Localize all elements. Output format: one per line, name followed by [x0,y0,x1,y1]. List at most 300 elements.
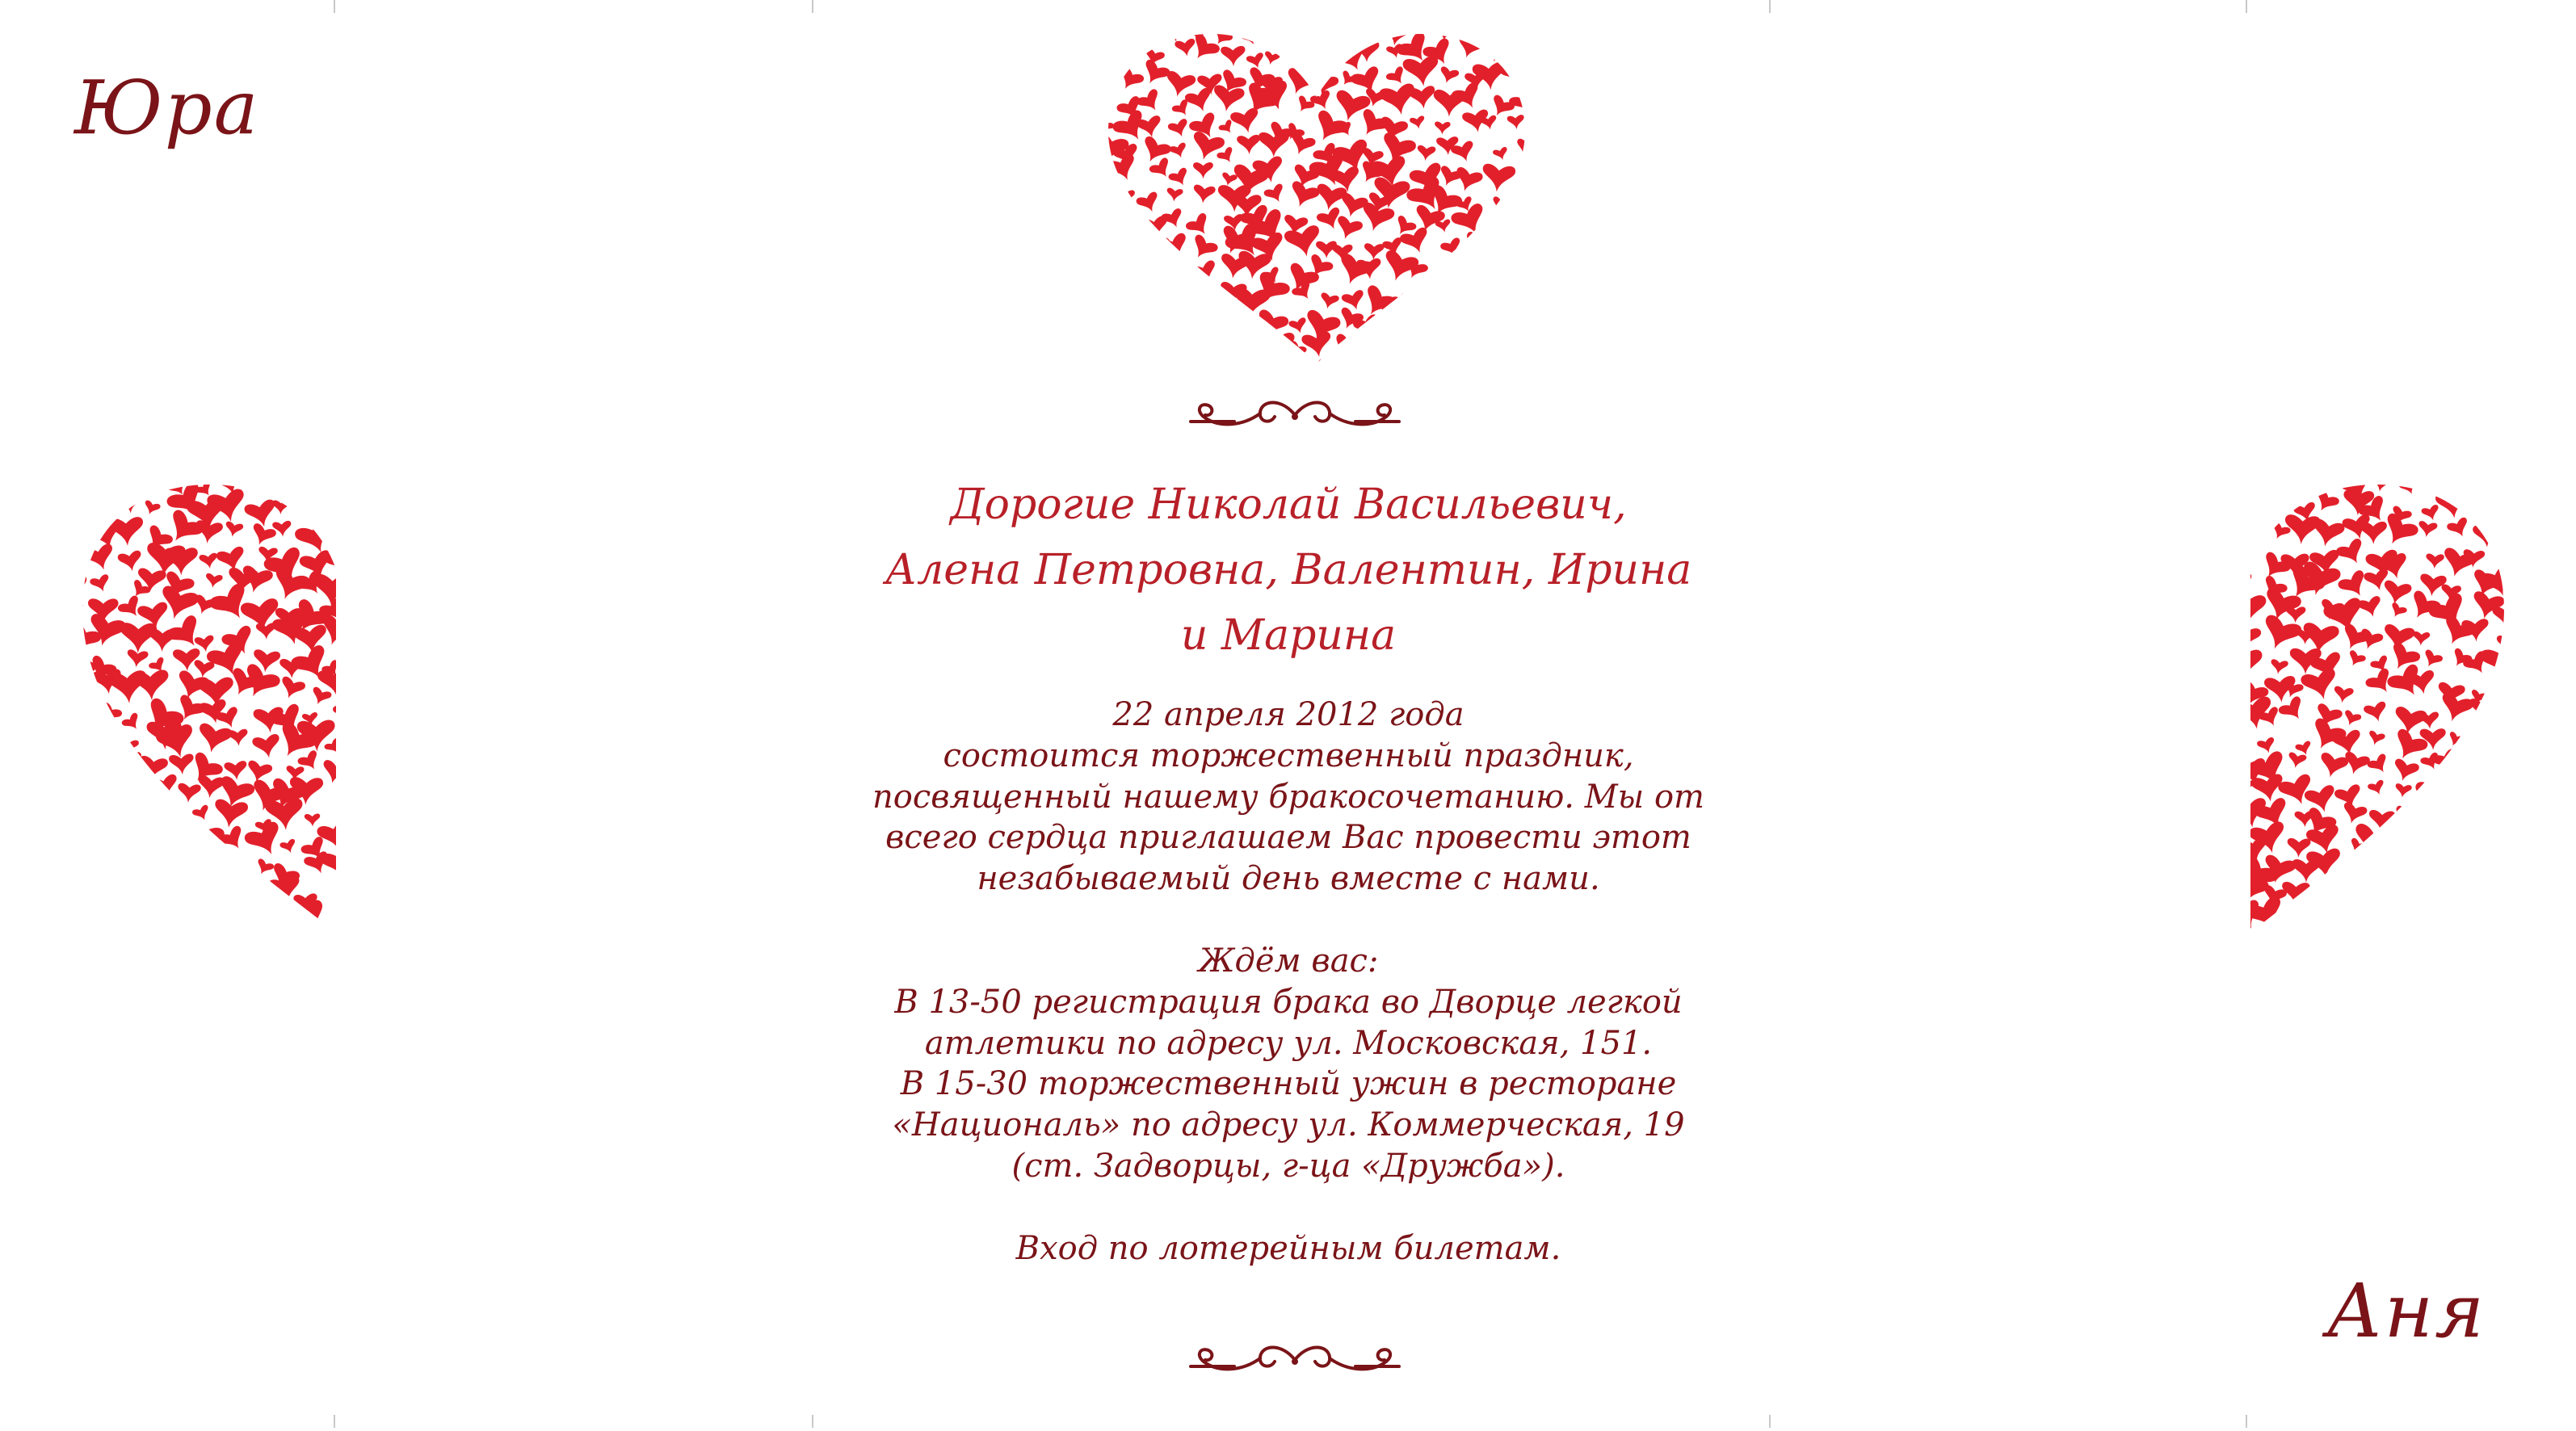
small-heart-icon [1288,35,1324,68]
fold-mark [812,0,813,13]
small-heart-icon [1490,195,1511,215]
small-heart-icon [1117,259,1140,279]
small-heart-icon [2425,827,2473,872]
small-heart-icon [1481,218,1502,237]
small-heart-icon [191,916,215,937]
small-heart-icon [89,751,130,788]
small-heart-icon [1118,214,1140,234]
small-heart-icon [81,935,95,937]
small-heart-icon [83,543,118,574]
small-heart-icon [2262,485,2296,493]
small-heart-icon [1502,309,1524,330]
small-heart-icon [1508,261,1527,291]
small-heart-icon [1378,82,1418,118]
small-heart-icon [1240,32,1261,48]
greeting-block [856,472,1721,669]
small-heart-icon [1107,64,1114,82]
small-heart-icon [2456,744,2502,788]
small-heart-icon [1169,142,1189,161]
half-heart-right-icon [2247,485,2506,937]
small-heart-icon [1481,275,1516,305]
small-heart-icon [2421,504,2442,522]
small-heart-icon [338,922,339,936]
small-heart-icon [1503,36,1527,66]
small-heart-icon [2390,757,2420,784]
small-heart-icon [1107,252,1120,283]
small-heart-icon [81,493,104,528]
small-heart-icon [2409,799,2447,833]
small-heart-icon [1158,333,1196,364]
small-heart-icon [1225,321,1267,359]
small-heart-icon [81,881,103,921]
small-heart-icon [2491,485,2506,500]
small-heart-icon [2421,880,2449,906]
small-heart-icon [213,859,247,890]
small-heart-icon [1263,183,1288,206]
small-heart-icon [224,521,244,539]
small-heart-icon [1291,279,1317,304]
small-heart-icon [1305,38,1329,61]
small-heart-icon [81,700,91,724]
small-heart-icon [2436,485,2471,500]
small-heart-icon [1456,259,1497,296]
small-heart-icon [145,906,172,928]
small-heart-icon [2446,731,2465,749]
small-heart-icon [1263,32,1291,46]
greeting-line: Дорогие Николай Васильевич, [950,480,1627,529]
small-heart-icon [2442,909,2469,931]
small-heart-icon [305,813,321,827]
small-heart-icon [1115,65,1145,94]
small-heart-icon [116,849,155,885]
small-heart-icon [1272,359,1291,371]
small-heart-icon [1519,81,1527,118]
small-heart-icon [200,930,234,937]
fold-mark [812,1415,813,1428]
schedule-line: атлетики по адресу ул. Московская, 151. [924,1024,1653,1062]
small-heart-icon [1282,67,1317,99]
small-heart-icon [317,485,339,499]
small-heart-icon [100,495,128,520]
small-heart-icon [1259,132,1289,157]
small-heart-icon [81,803,103,833]
small-heart-icon [1490,336,1508,352]
small-heart-icon [2394,783,2412,799]
small-heart-icon [1107,206,1116,234]
small-heart-icon [1427,334,1465,368]
small-heart-icon [137,755,169,783]
small-heart-icon [1498,53,1527,93]
small-heart-icon [1288,317,1309,335]
schedule-line: «Националь» по адресу ул. Коммерческая, 19 [892,1106,1685,1144]
small-heart-icon [81,547,88,568]
schedule-line: (ст. Задворцы, г-ца «Дружба»). [1011,1147,1565,1185]
small-heart-icon [2480,822,2506,855]
small-heart-icon [2360,522,2387,544]
small-heart-icon [2309,518,2346,549]
small-heart-icon [1116,32,1147,39]
small-heart-icon [1318,292,1339,311]
small-heart-icon [2343,933,2366,937]
small-heart-icon [272,501,289,515]
small-heart-icon [1481,269,1507,293]
small-heart-icon [227,914,254,937]
small-heart-icon [82,833,116,862]
small-heart-icon [81,726,99,750]
small-heart-icon [1457,335,1489,365]
small-heart-icon [1124,317,1146,336]
small-heart-icon [217,825,250,855]
small-heart-icon [2292,917,2316,937]
small-heart-icon [2381,580,2412,607]
small-heart-icon [2412,632,2430,647]
small-heart-icon [2426,553,2444,569]
small-heart-icon [1286,180,1321,212]
small-heart-icon [1503,225,1527,260]
schedule-line: В 13-50 регистрация брака во Дворце легкой [894,983,1683,1021]
small-heart-icon [1218,119,1237,136]
small-heart-icon [195,722,233,756]
small-heart-icon [1435,121,1451,135]
small-heart-icon [2490,545,2506,564]
small-heart-icon [258,485,279,495]
half-heart-left-icon [81,485,339,937]
small-heart-icon [81,854,105,892]
small-heart-icon [2247,515,2266,550]
small-heart-icon [2300,899,2336,930]
small-heart-icon [121,711,145,734]
small-heart-icon [96,701,124,727]
fold-mark [334,1415,335,1428]
small-heart-icon [1107,356,1112,371]
small-heart-icon [2329,875,2364,905]
small-heart-icon [2440,862,2470,890]
small-heart-icon [1452,166,1484,195]
small-heart-icon [212,799,249,830]
small-heart-icon [1486,32,1512,41]
small-heart-icon [2415,781,2451,811]
small-heart-icon [1504,356,1523,371]
small-heart-icon [2367,730,2386,747]
small-heart-icon [180,820,225,861]
small-heart-icon [2382,930,2427,937]
small-heart-icon [1525,213,1527,244]
small-heart-icon [2465,806,2498,836]
small-heart-icon [1158,293,1203,335]
small-heart-icon [2247,485,2261,495]
small-heart-icon [2333,686,2355,704]
small-heart-icon [1135,237,1172,269]
small-heart-icon [136,927,170,937]
small-heart-icon [1229,107,1262,136]
small-heart-icon [1502,188,1527,218]
small-heart-icon [1460,311,1476,324]
small-heart-icon [121,774,149,799]
small-heart-icon [2345,649,2367,669]
small-heart-icon [2334,537,2368,569]
small-heart-icon [1114,226,1150,259]
small-heart-icon [2285,606,2305,623]
small-heart-icon [2446,516,2473,540]
small-heart-icon [162,859,195,888]
small-heart-icon [1432,350,1464,371]
small-heart-icon [2488,755,2506,793]
small-heart-icon [206,488,250,526]
small-heart-icon [1107,153,1141,186]
small-heart-icon [219,931,258,937]
small-heart-icon [1344,361,1364,371]
small-heart-icon [111,900,145,932]
small-heart-icon [2389,804,2417,832]
small-heart-icon [1446,346,1484,371]
small-heart-icon [1467,350,1511,371]
small-heart-icon [1119,286,1135,300]
small-heart-icon [2434,928,2470,937]
small-heart-icon [90,884,128,916]
small-heart-icon [1502,32,1527,47]
small-heart-icon [2483,909,2506,937]
small-heart-icon [97,808,116,825]
schedule-line: В 15-30 торжественный ужин в ресторане [900,1065,1677,1103]
small-heart-icon [81,679,97,707]
small-heart-icon [1167,166,1191,190]
small-heart-icon [2269,659,2288,676]
greeting-line: Алена Петровна, Валентин, Ирина [885,546,1692,595]
small-heart-icon [1502,209,1527,246]
small-heart-icon [2357,595,2385,620]
small-heart-icon [199,552,219,570]
small-heart-icon [294,930,317,937]
small-heart-icon [1437,65,1459,86]
small-heart-icon [296,493,324,518]
small-heart-icon [2459,861,2487,888]
small-heart-icon [2485,883,2506,913]
fold-mark [2246,0,2247,13]
small-heart-icon [1481,163,1516,194]
small-heart-icon [1175,38,1197,58]
small-heart-icon [169,753,195,775]
small-heart-icon [1449,285,1478,312]
small-heart-icon [1429,316,1453,338]
small-heart-icon [191,883,220,908]
small-heart-icon [1107,184,1116,210]
small-heart-icon [1193,356,1217,371]
small-heart-icon [326,868,339,911]
small-heart-icon [2464,913,2492,936]
small-heart-icon [81,519,88,539]
message-line: посвященный нашему бракосочетанию. Мы от [872,778,1704,816]
small-heart-icon [1137,340,1166,365]
small-heart-icon [1215,349,1250,371]
small-heart-icon [89,573,112,594]
small-heart-icon [120,623,157,653]
small-heart-icon [2439,876,2469,902]
small-heart-icon [1402,55,1441,89]
small-heart-icon [1193,162,1213,179]
small-heart-icon [1450,82,1485,114]
small-heart-icon [295,485,326,489]
small-heart-icon [191,804,212,824]
small-heart-icon [2370,485,2393,493]
small-heart-icon [1144,264,1177,296]
message-line: 22 апреля 2012 года [1112,696,1464,733]
small-heart-icon [2487,500,2506,531]
small-heart-icon [1188,130,1225,164]
small-heart-icon [2339,905,2366,928]
small-heart-icon [118,891,146,917]
small-heart-icon [1245,368,1262,371]
small-heart-icon [1165,256,1195,283]
small-heart-icon [2367,779,2387,798]
small-heart-icon [163,879,202,915]
small-heart-icon [2341,709,2362,728]
fold-mark [1769,0,1771,13]
small-heart-icon [92,785,111,803]
small-heart-icon [2417,521,2438,539]
small-heart-icon [173,816,195,836]
small-heart-icon [177,783,201,804]
small-heart-icon [2396,837,2420,859]
small-heart-icon [228,728,249,746]
small-heart-icon [2407,858,2437,888]
small-heart-icon [2366,753,2392,778]
small-heart-icon [2398,485,2420,497]
small-heart-icon [309,686,332,708]
small-heart-icon [2368,810,2395,833]
small-heart-icon [1167,118,1191,140]
small-heart-icon [279,838,299,856]
small-heart-icon [81,485,107,509]
small-heart-icon [1450,32,1486,44]
small-heart-icon [1439,237,1464,260]
small-heart-icon [2448,817,2465,833]
small-heart-icon [2247,595,2266,626]
small-heart-icon [1135,191,1162,216]
small-heart-icon [1263,51,1280,66]
small-heart-icon [144,888,174,913]
small-heart-icon [1280,354,1309,371]
small-heart-icon [1246,52,1267,70]
small-heart-icon [1128,300,1173,342]
small-heart-icon [2390,902,2426,936]
small-heart-icon [2497,857,2506,882]
scroll-ornament-icon [1186,392,1404,438]
small-heart-icon [1161,208,1187,232]
small-heart-icon [1138,58,1171,90]
heart-mosaic-group [1107,32,1527,371]
small-heart-icon [1492,146,1510,162]
small-heart-icon [323,737,339,757]
small-heart-icon [141,500,161,518]
small-heart-icon [2247,649,2263,681]
small-heart-icon [1107,41,1132,75]
schedule-heading: Ждём вас: [1198,942,1379,980]
small-heart-icon [1406,306,1442,339]
small-heart-icon [1107,170,1111,191]
small-heart-icon [1508,281,1527,303]
small-heart-icon [1112,351,1156,371]
small-heart-icon [2490,800,2506,829]
small-heart-icon [1390,292,1410,311]
small-heart-icon [120,738,139,755]
small-heart-icon [2488,731,2506,755]
small-heart-icon [254,858,275,878]
small-heart-icon [169,829,200,858]
small-heart-icon [2388,602,2408,621]
small-heart-icon [2496,636,2506,654]
small-heart-icon [2247,931,2253,937]
small-heart-icon [1216,146,1238,166]
small-heart-icon [2472,485,2498,500]
small-heart-icon [293,518,338,559]
small-heart-icon [115,840,141,865]
small-heart-icon [1359,355,1377,371]
small-heart-icon [2247,491,2269,535]
small-heart-icon [2292,485,2318,488]
small-heart-icon [327,493,339,521]
small-heart-icon [2435,490,2470,521]
small-heart-icon [2406,830,2446,866]
small-heart-icon [1151,280,1192,318]
small-heart-icon [116,492,143,514]
small-heart-icon [243,930,285,937]
small-heart-icon [81,785,83,802]
entry-note: Вход по лотерейным билетам. [1015,1229,1561,1267]
small-heart-icon [336,778,339,795]
small-heart-icon [144,801,170,825]
small-heart-icon [240,913,272,937]
small-heart-icon [140,817,186,860]
small-heart-icon [2346,859,2363,874]
small-heart-icon [2363,701,2389,724]
heart-mosaic-icon [1107,32,1527,371]
small-heart-icon [216,875,263,921]
small-heart-icon [128,819,145,833]
small-heart-icon [1328,333,1363,366]
small-heart-icon [1364,243,1385,260]
small-heart-icon [133,849,170,882]
small-heart-icon [204,573,223,589]
small-heart-icon [1186,297,1227,334]
small-heart-icon [2317,752,2349,781]
small-heart-icon [2390,857,2410,875]
small-heart-icon [2353,884,2394,924]
fold-mark [2246,1415,2247,1428]
small-heart-icon [1416,145,1436,162]
small-heart-icon [87,858,123,892]
small-heart-icon [2309,889,2342,917]
fold-mark [1769,1415,1771,1428]
small-heart-icon [1334,32,1362,39]
small-heart-icon [1166,187,1183,202]
small-heart-icon [2340,801,2368,826]
small-heart-icon [2498,684,2506,710]
small-heart-icon [1375,347,1418,371]
small-heart-icon [2423,485,2444,493]
scroll-ornament-icon [1186,1337,1404,1383]
small-heart-icon [1237,135,1261,155]
small-heart-icon [1333,215,1364,243]
small-heart-icon [173,648,201,672]
small-heart-icon [1519,178,1527,212]
small-heart-icon [1190,259,1221,287]
small-heart-icon [1209,313,1239,340]
small-heart-icon [2448,789,2470,808]
small-heart-icon [1192,333,1222,358]
small-heart-icon [149,774,182,802]
small-heart-icon [165,614,208,656]
fold-mark [334,0,335,13]
